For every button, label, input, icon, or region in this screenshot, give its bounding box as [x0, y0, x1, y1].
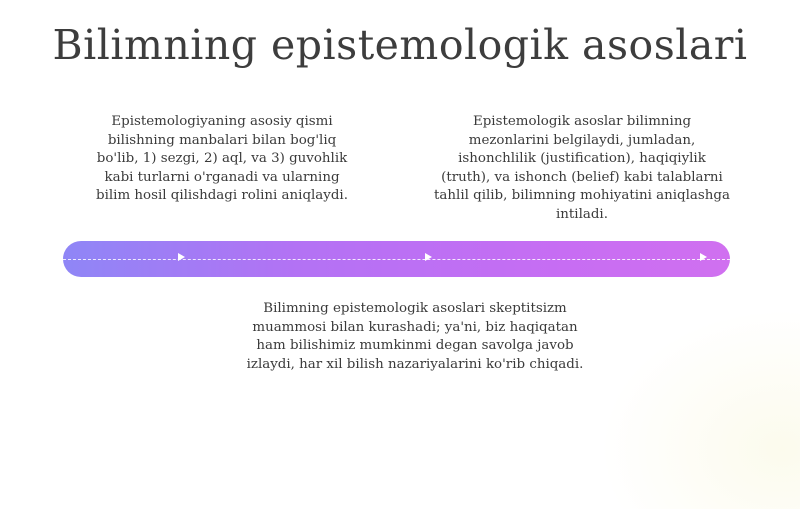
text-block-skepticism: Bilimning epistemologik asoslari skeptitsizm muammosi bilan kurashadi; ya'ni, biz haqiqatan ham bilishimiz mumkinmi degan savolga javob izlaydi, har xil bilish nazariyalarini ko'rib chiqadi. — [246, 301, 584, 372]
timeline-bar — [63, 241, 730, 277]
background-glow — [600, 309, 800, 509]
text-block-sources: Epistemologiyaning asosiy qismi bilishning manbalari bilan bog'liq bo'lib, 1) sezgi, 2) aql, va 3) guvohlik kabi turlarni o'rganadi va ularning bilim hosil qilishdagi rolini aniqlaydi. — [96, 114, 348, 204]
arrow-right-icon — [425, 253, 432, 261]
slide-title: Bilimning epistemologik asoslari — [52, 21, 748, 69]
arrow-right-icon — [178, 253, 185, 261]
arrow-right-icon — [700, 253, 707, 261]
text-block-criteria: Epistemologik asoslar bilimning mezonlarini belgilaydi, jumladan, ishonchlilik (justification), haqiqiylik (truth), va ishonch (belief) kabi talablarni tahlil qilib, bilimning mohiyatini aniqlashga intiladi. — [434, 114, 730, 222]
timeline-dashed-line — [63, 259, 730, 260]
